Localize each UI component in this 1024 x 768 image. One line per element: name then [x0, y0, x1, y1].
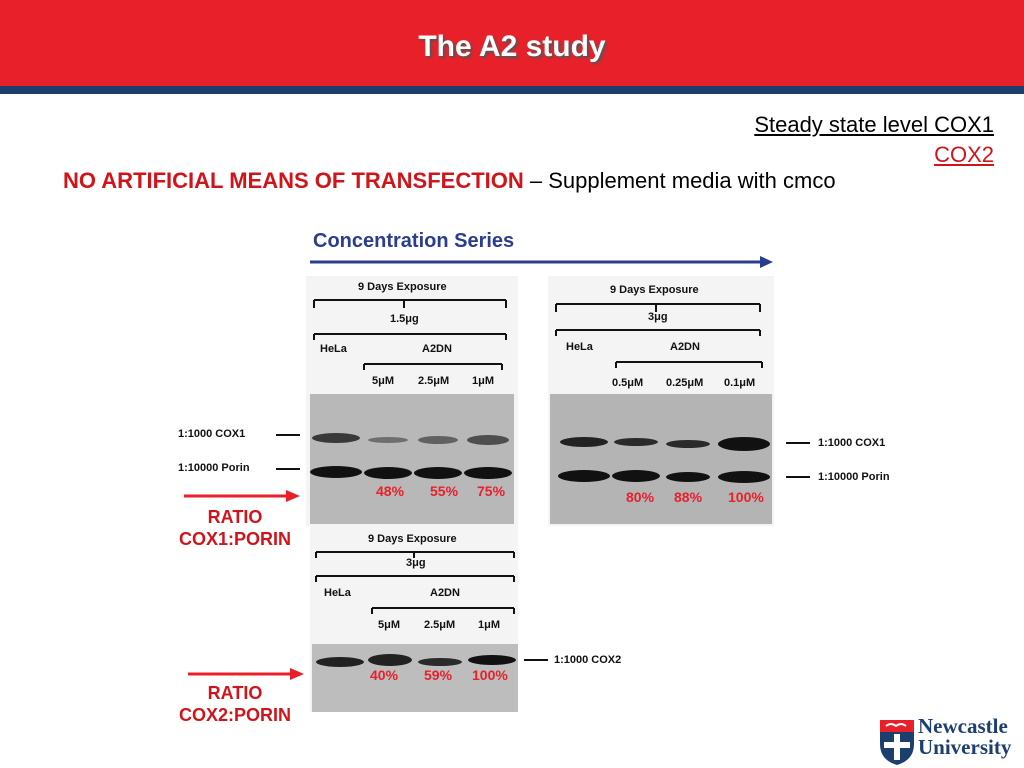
p2-conc-3: 0.1μM	[724, 377, 756, 389]
university-logo-text	[918, 716, 1011, 758]
p2-row-label-porin: 1:10000 Porin	[818, 471, 890, 483]
university-crest-icon	[878, 718, 916, 766]
p3-conc-3: 1μM	[478, 619, 501, 631]
p2-a2dn: A2DN	[670, 341, 700, 353]
p2-row-label-cox1: 1:1000 COX1	[818, 437, 886, 449]
subtitle-cox1: Steady state level COX1	[754, 112, 994, 137]
ratio1-arrow	[184, 488, 302, 504]
p3-a2dn: A2DN	[430, 587, 460, 599]
concentration-arrow	[310, 254, 775, 270]
p3-dose: 3μg	[406, 557, 426, 569]
logo-line1: Newcastle	[918, 714, 1008, 738]
p2-pct-2: 88%	[674, 489, 703, 505]
blot-panel-3	[310, 526, 518, 712]
p1-conc-3: 1μM	[472, 375, 495, 387]
ratio2-line1: RATIO	[207, 683, 263, 703]
headline-emphasis: NO ARTIFICIAL MEANS OF TRANSFECTION	[63, 168, 524, 193]
p2-hela: HeLa	[566, 341, 593, 353]
ratio1-line1: RATIO	[207, 507, 263, 527]
headline	[63, 168, 836, 194]
p3-row-label-cox2: 1:1000 COX2	[554, 654, 622, 666]
logo-line2: University	[918, 735, 1012, 759]
p2-row-tick-porin	[786, 476, 810, 478]
p1-exposure: 9 Days Exposure	[358, 281, 447, 293]
blot-panel-1	[306, 276, 518, 526]
p3-pct-1: 40%	[370, 667, 399, 683]
p3-pct-2: 59%	[424, 667, 453, 683]
p3-conc-1: 5μM	[378, 619, 401, 631]
p1-hela: HeLa	[320, 343, 347, 355]
p1-pct-3: 75%	[477, 483, 506, 499]
p1-row-tick-cox1	[276, 434, 300, 436]
ratio1-line2: COX1:PORIN	[178, 529, 292, 549]
p1-row-label-porin: 1:10000 Porin	[178, 462, 250, 474]
p2-row-tick-cox1	[786, 442, 810, 444]
p1-row-tick-porin	[276, 468, 300, 470]
p1-pct-2: 55%	[430, 483, 459, 499]
p1-pct-1: 48%	[376, 483, 405, 499]
p1-conc-1: 5μM	[372, 375, 395, 387]
p3-hela: HeLa	[324, 587, 351, 599]
ratio2-label	[168, 682, 302, 726]
p2-pct-3: 100%	[728, 489, 764, 505]
p1-conc-2: 2.5μM	[418, 375, 450, 387]
page-title: The A2 study	[418, 30, 606, 63]
p2-conc-1: 0.5μM	[612, 377, 644, 389]
subtitle-cox2: COX2	[934, 142, 994, 167]
p3-conc-2: 2.5μM	[424, 619, 456, 631]
p3-row-tick-cox2	[524, 659, 548, 661]
blot-panel-2	[548, 276, 774, 526]
p2-pct-1: 80%	[626, 489, 655, 505]
p2-dose: 3μg	[648, 311, 668, 323]
p1-dose: 1.5μg	[390, 313, 419, 325]
concentration-series-label: Concentration Series	[313, 230, 515, 252]
p2-conc-2: 0.25μM	[666, 377, 704, 389]
p3-pct-3: 100%	[472, 667, 508, 683]
banner-rule	[0, 86, 1024, 94]
p2-exposure: 9 Days Exposure	[610, 284, 699, 296]
ratio2-line2: COX2:PORIN	[178, 705, 292, 725]
p3-exposure: 9 Days Exposure	[368, 533, 457, 545]
ratio1-label	[168, 506, 302, 550]
headline-rest: – Supplement media with cmco	[523, 168, 836, 193]
p1-a2dn: A2DN	[422, 343, 452, 355]
ratio2-arrow	[188, 666, 306, 682]
p1-row-label-cox1: 1:1000 COX1	[178, 428, 246, 440]
